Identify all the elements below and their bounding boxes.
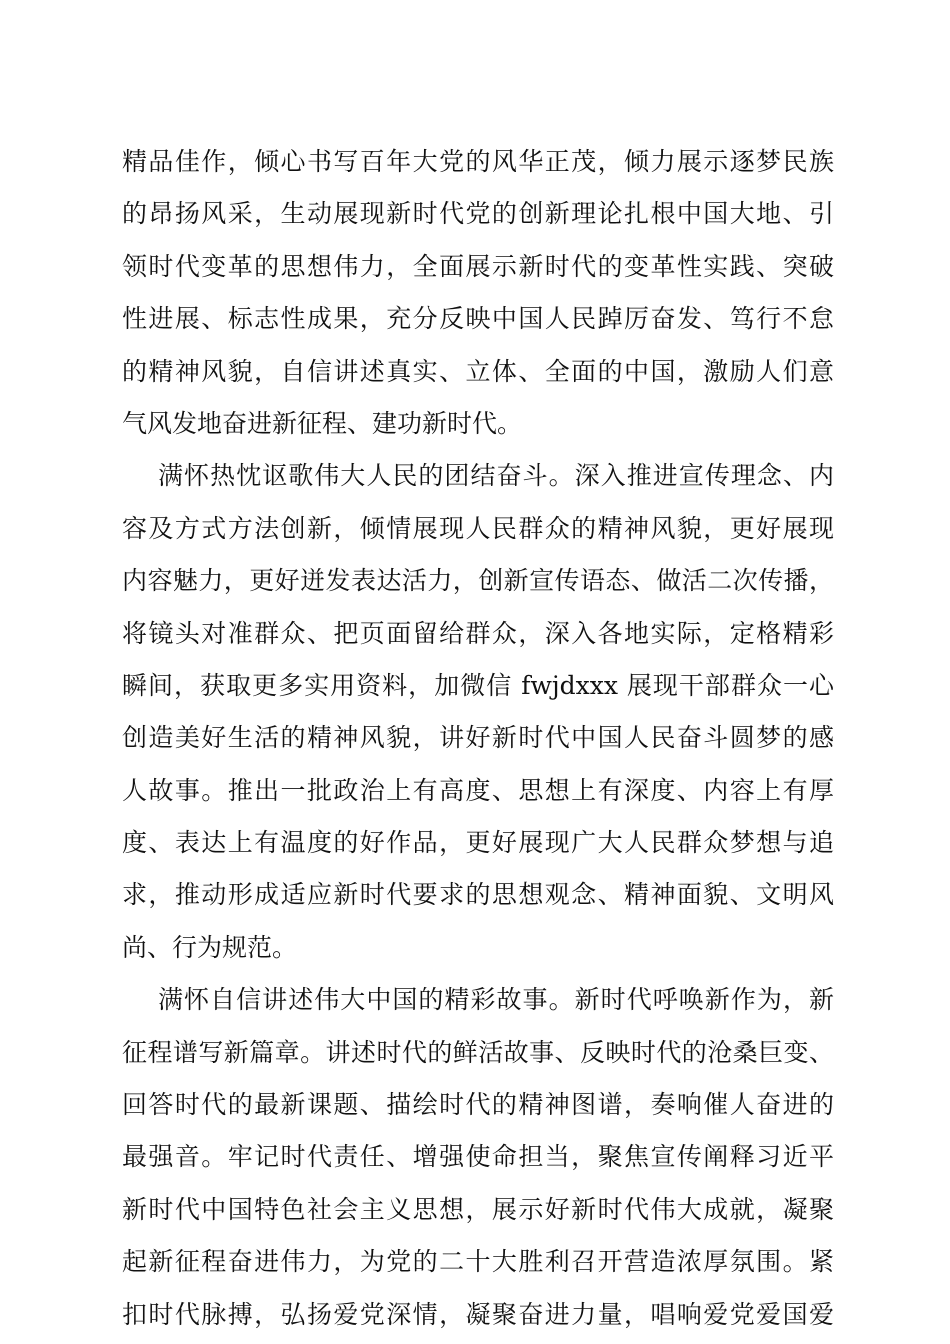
text-line: 容及方式方法创新，倾情展现人民群众的精神风貌，更好展现 [122, 513, 834, 543]
text-line: 的昂扬风采，生动展现新时代党的创新理论扎根中国大地、引 [122, 199, 834, 229]
text-line: 起新征程奋进伟力，为党的二十大胜利召开营造浓厚氛围。紧 [122, 1247, 834, 1277]
text-line: 精品佳作，倾心书写百年大党的风华正茂，倾力展示逐梦民族 [122, 147, 834, 176]
text-line: 性进展、标志性成果，充分反映中国人民踔厉奋发、笃行不怠 [122, 304, 834, 334]
text-line: 求，推动形成适应新时代要求的思想观念、精神面貌、文明风 [122, 880, 834, 910]
paragraph-2 [122, 450, 834, 974]
text-line: 新时代中国特色社会主义思想，展示好新时代伟大成就，凝聚 [122, 1194, 834, 1224]
text-line: 的精神风貌，自信讲述真实、立体、全面的中国，激励人们意 [122, 356, 834, 386]
text-line: 将镜头对准群众、把页面留给群众，深入各地实际，定格精彩 [122, 618, 834, 648]
text-line: 度、表达上有温度的好作品，更好展现广大人民群众梦想与追 [122, 828, 834, 858]
text-line: 创造美好生活的精神风貌，讲好新时代中国人民奋斗圆梦的感 [122, 723, 834, 753]
body-text [122, 136, 834, 1341]
text-line: 尚、行为规范。 [122, 932, 298, 962]
text-line: 征程谱写新篇章。讲述时代的鲜活故事、反映时代的沧桑巨变、 [122, 1037, 834, 1067]
text-line: 内容魅力，更好迸发表达活力，创新宣传语态、做活二次传播， [122, 566, 834, 596]
text-line: 气风发地奋进新征程、建功新时代。 [122, 408, 523, 438]
paragraph-3 [122, 974, 834, 1341]
paragraph-1 [122, 136, 834, 450]
text-line: 瞬间，获取更多实用资料，加微信 fwjdxxx 展现干部群众一心 [122, 670, 834, 700]
text-line: 满怀自信讲述伟大中国的精彩故事。新时代呼唤新作为，新 [158, 985, 834, 1015]
text-line: 满怀热忱讴歌伟大人民的团结奋斗。深入推进宣传理念、内 [158, 461, 834, 491]
text-line: 扣时代脉搏，弘扬爱党深情，凝聚奋进力量，唱响爱党爱国爱 [122, 1299, 834, 1329]
text-line: 领时代变革的思想伟力，全面展示新时代的变革性实践、突破 [122, 251, 834, 281]
text-line: 最强音。牢记时代责任、增强使命担当，聚焦宣传阐释习近平 [122, 1142, 834, 1172]
text-line: 人故事。推出一批政治上有高度、思想上有深度、内容上有厚 [122, 775, 834, 805]
text-line: 回答时代的最新课题、描绘时代的精神图谱，奏响催人奋进的 [122, 1090, 834, 1120]
